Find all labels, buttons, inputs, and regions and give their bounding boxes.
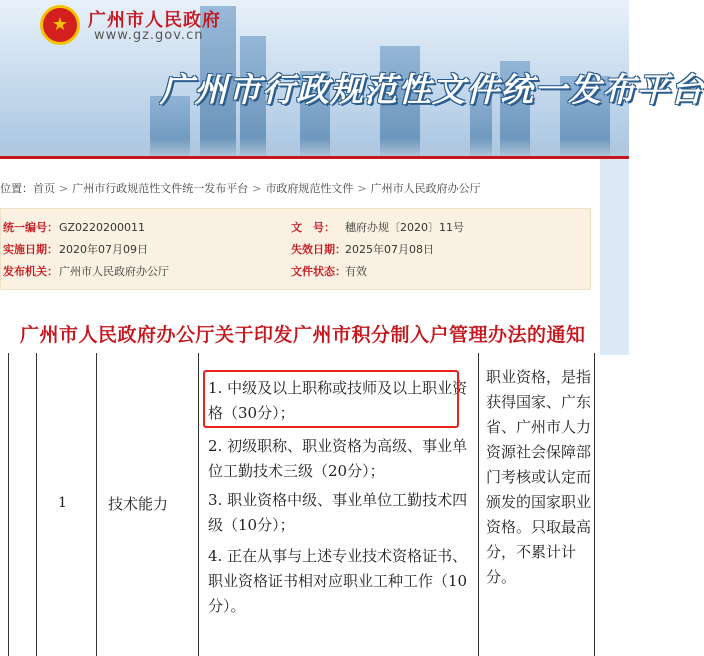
doc-no-label: 文 号： <box>291 221 335 234</box>
table-border <box>96 353 97 656</box>
star-icon: ★ <box>51 14 69 35</box>
table-cell-no: 1 <box>58 495 67 511</box>
table-cell-note: 职业资格，是指获得国家、广东省、广州市人力资源社会保障部门考核或认定而颁发的国家职业资格。只取最高分，不累计计分。 <box>486 368 592 586</box>
criteria-item: 4. 正在从事与上述专业技术资格证书、职业资格证书相对应职业工种工作（10分）。 <box>208 547 468 615</box>
unified-no-label: 统一编号： <box>3 221 58 234</box>
effective-date-label: 实施日期： <box>3 243 58 256</box>
breadcrumb <box>0 180 481 196</box>
expiry-date-label: 失效日期： <box>291 243 346 256</box>
table-border <box>594 353 595 656</box>
breadcrumb-prefix: 位置： <box>0 182 33 195</box>
expiry-date-value: 2025年07月08日 <box>345 243 434 256</box>
document-title: 广州市人民政府办公厅关于印发广州市积分制入户管理办法的通知 <box>20 324 586 346</box>
criteria-item: 1. 中级及以上职称或技师及以上职业资格（30分）； <box>208 379 468 422</box>
criteria-item: 2. 初级职称、职业资格为高级、事业单位工勤技术三级（20分）； <box>208 437 468 480</box>
breadcrumb-home[interactable]: 首页 <box>33 182 55 195</box>
issuer-value: 广州市人民政府办公厅 <box>59 265 169 278</box>
table-cell-item: 技术能力 <box>108 495 169 513</box>
breadcrumb-issuer[interactable]: 广州市人民政府办公厅 <box>370 182 481 195</box>
breadcrumb-separator: > <box>357 182 367 195</box>
table-border <box>8 353 9 656</box>
status-value: 有效 <box>345 265 367 278</box>
issuer-label: 发布机关： <box>3 265 58 278</box>
criteria-item: 3. 职业资格中级、事业单位工勤技术四级（10分）； <box>208 491 468 534</box>
site-name[interactable]: 广州市人民政府 <box>88 10 221 31</box>
platform-title: 广州市行政规范性文件统一发布平台 <box>160 70 704 109</box>
table-border <box>198 353 199 656</box>
banner-fade <box>0 138 629 156</box>
status-label: 文件状态： <box>291 265 346 278</box>
breadcrumb-platform[interactable]: 广州市行政规范性文件统一发布平台 <box>72 182 249 195</box>
breadcrumb-separator: > <box>59 182 69 195</box>
side-strip <box>600 159 629 355</box>
effective-date-value: 2020年07月09日 <box>59 243 148 256</box>
doc-no-value: 穗府办规〔2020〕11号 <box>345 221 464 234</box>
breadcrumb-separator: > <box>252 182 262 195</box>
unified-no-value: GZ0220200011 <box>59 221 146 234</box>
header-banner <box>0 0 704 156</box>
document-meta-box <box>0 208 591 290</box>
header-divider <box>0 156 629 159</box>
gov-emblem-icon[interactable] <box>40 5 80 45</box>
table-border <box>478 353 479 656</box>
highlight-box <box>203 370 459 428</box>
breadcrumb-category[interactable]: 市政府规范性文件 <box>265 182 354 195</box>
table-border <box>36 353 37 656</box>
site-url[interactable]: www.gz.gov.cn <box>94 28 204 43</box>
